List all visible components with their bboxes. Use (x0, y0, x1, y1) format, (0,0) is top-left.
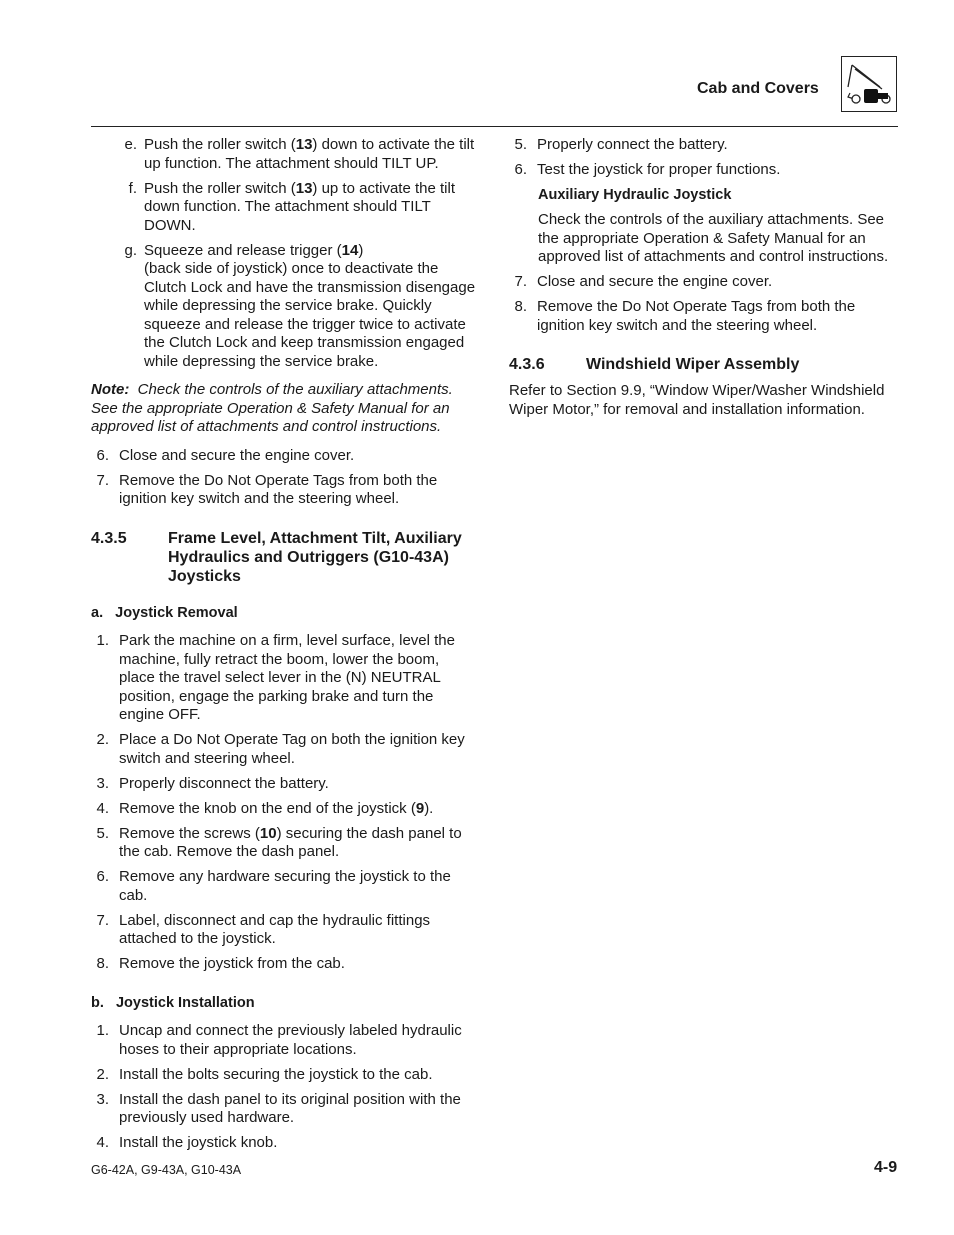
substep-f (91, 180, 479, 236)
step-list (91, 447, 479, 509)
list-item: 3. Properly disconnect the battery. (96, 774, 329, 792)
step-list (509, 273, 901, 335)
note-block (91, 381, 479, 437)
aux-joystick-heading: Auxiliary Hydraulic Joystick (538, 187, 732, 203)
list-item: 5. Properly connect the battery. (514, 136, 728, 153)
list-item: 6. Test the joystick for proper functions. (514, 161, 781, 178)
list-item: 2. Place a Do Not Operate Tag on both the ignition key switch and steering wheel. (96, 731, 465, 767)
substep-e (91, 136, 479, 173)
substep-number: e. (124, 136, 137, 153)
substep-text: Squeeze and release trigger (14) (back side of joystick) once to deactivate the Clutch Lock and have the transmission disengage while depressing the service brake. Quickly squeeze and release the trigger twice to activate the Clutch Lock and keep transmission engaged while depressing the service brake. (144, 241, 476, 370)
section-heading-4-3-5 (91, 529, 479, 586)
section-paragraph: Refer to Section 9.9, “Window Wiper/Washer Windshield Wiper Motor,” for removal and installation information. (509, 382, 885, 418)
step-list (509, 136, 901, 180)
section-heading-4-3-6 (509, 355, 901, 374)
list-item: 6. Close and secure the engine cover. (96, 446, 355, 464)
page-number: 4-9 (874, 1159, 898, 1176)
substep-text: Push the roller switch (13) down to activate the tilt up function. The attachment should TILT UP. (144, 136, 475, 172)
note-text: Check the controls of the auxiliary attachments. See the appropriate Operation & Safety Manual for an approved list of attachments and control instructions. (91, 381, 453, 435)
list-item: 7. Label, disconnect and cap the hydraulic fittings attached to the joystick. (96, 911, 431, 947)
installation-step-list (91, 1022, 479, 1153)
aux-joystick-text: Check the controls of the auxiliary attachments. See the appropriate Operation & Safety Manual for an approved list of attachments and control instructions. (538, 211, 889, 265)
joystick-installation-heading: b. Joystick Installation (91, 994, 255, 1011)
removal-step-list (91, 632, 479, 974)
section-number: 4.3.6 (509, 356, 545, 373)
list-item: 7. Close and secure the engine cover. (514, 273, 773, 290)
section-title: Windshield Wiper Assembly (586, 356, 800, 373)
page-header-title: Cab and Covers (697, 80, 819, 97)
section-number: 4.3.5 (91, 529, 127, 547)
substep-number: f. (128, 179, 137, 197)
list-item: 5. Remove the screws (10) securing the dash panel to the cab. Remove the dash panel. (96, 824, 462, 860)
list-item: 3. Install the dash panel to its original position with the previously used hardware. (96, 1090, 461, 1126)
section-title: Frame Level, Attachment Tilt, Auxiliary Hydraulics and Outriggers (G10-43A) Joysticks (168, 529, 462, 585)
list-item: 4. Remove the knob on the end of the joystick (9). (96, 799, 434, 817)
list-item: 1. Park the machine on a firm, level surface, level the machine, fully retract the boom, lower the boom, place the travel select lever in the (N) NEUTRAL position, engage the parking brake and turn the engine OFF. (96, 632, 455, 723)
substep-g (91, 242, 479, 372)
list-item: 2. Install the bolts securing the joystick to the cab. (96, 1065, 433, 1083)
list-item: 1. Uncap and connect the previously labeled hydraulic hoses to their appropriate locations. (96, 1022, 462, 1058)
header-rule (91, 126, 898, 127)
list-item: 8. Remove the Do Not Operate Tags from both the ignition key switch and the steering wheel. (514, 298, 856, 334)
substep-text: Push the roller switch (13) up to activate the tilt down function. The attachment should TILT DOWN. (144, 179, 455, 234)
telehandler-machine-icon (841, 56, 897, 112)
right-column (509, 136, 901, 419)
footer-model-list: G6-42A, G9-43A, G10-43A (91, 1163, 242, 1177)
note-label: Note: (91, 381, 130, 398)
list-item: 7. Remove the Do Not Operate Tags from both the ignition key switch and the steering wheel. (96, 471, 438, 507)
list-item: 8. Remove the joystick from the cab. (96, 955, 345, 972)
substep-list (91, 136, 479, 371)
list-item: 6. Remove any hardware securing the joystick to the cab. (96, 868, 451, 904)
list-item: 4. Install the joystick knob. (96, 1134, 278, 1151)
left-column (91, 136, 479, 1159)
joystick-removal-heading: a. Joystick Removal (91, 604, 238, 621)
substep-number: g. (124, 241, 137, 259)
